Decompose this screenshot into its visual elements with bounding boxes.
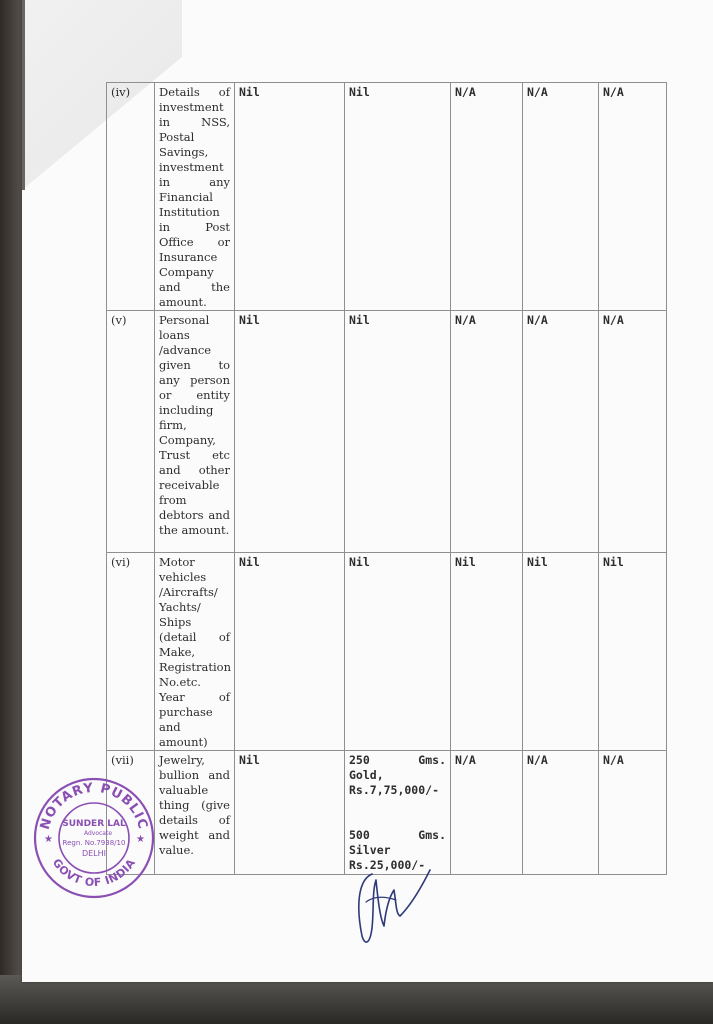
spacer: [349, 798, 446, 828]
value-cell: Nil: [523, 553, 599, 751]
table-row: [107, 311, 667, 553]
table-row: [107, 553, 667, 751]
value-cell: Nil: [345, 83, 451, 311]
row-number: (v): [107, 311, 155, 553]
svg-text:★: ★: [136, 834, 145, 845]
value-cell: Nil: [599, 553, 667, 751]
background-bottom: [0, 975, 713, 1024]
gold-weight-line: [349, 753, 446, 768]
value-cell: Nil: [235, 553, 345, 751]
row-number: (vi): [107, 553, 155, 751]
row-description: Motor vehicles /Aircrafts/ Yachts/ Ships (detail of Make, Registration No.etc. Year of purchase and amount): [155, 553, 235, 751]
value-cell: N/A: [451, 83, 523, 311]
value-cell: N/A: [599, 751, 667, 875]
value-cell: N/A: [451, 751, 523, 875]
gold-unit: Gms.: [418, 753, 446, 767]
row-number: (vii): [107, 751, 155, 875]
value-cell: Nil: [235, 83, 345, 311]
value-cell: N/A: [451, 311, 523, 553]
stamp-regn: Regn. No.7938/10: [62, 839, 126, 847]
gold-value: Rs.7,75,000/-: [349, 783, 440, 797]
silver-weight-line: [349, 828, 446, 843]
table-row: [107, 751, 667, 875]
value-cell: N/A: [599, 83, 667, 311]
signature-icon: [352, 866, 432, 948]
stamp-bottom-text: GOVT OF INDIA: [49, 856, 139, 890]
stamp-title: Advocate: [83, 830, 113, 837]
assets-table: [106, 82, 667, 875]
row-number: (iv): [107, 83, 155, 311]
stamp-name: SUNDER LAL: [62, 819, 126, 829]
notary-stamp-icon: [32, 776, 156, 900]
svg-text:★: ★: [44, 834, 53, 845]
value-cell: N/A: [523, 83, 599, 311]
silver-value: Rs.25,000/-: [349, 858, 426, 872]
row-description: Jewelry, bullion and valuable thing (give details of weight and value.: [155, 751, 235, 875]
jewelry-value-cell: [345, 751, 451, 875]
value-cell: N/A: [599, 311, 667, 553]
value-cell: Nil: [235, 311, 345, 553]
value-cell: Nil: [451, 553, 523, 751]
stamp-city: DELHI: [81, 849, 107, 858]
gold-qty: 250: [349, 753, 370, 767]
gold-label: Gold,: [349, 768, 384, 782]
stamp-top-text: NOTARY PUBLIC: [37, 780, 151, 832]
row-description: Personal loans /advance given to any person or entity including firm, Company, Trust etc and other receivable from debtors and the amount.: [155, 311, 235, 553]
value-cell: Nil: [235, 751, 345, 875]
silver-label: Silver: [349, 843, 391, 857]
silver-unit: Gms.: [418, 828, 446, 842]
value-cell: N/A: [523, 751, 599, 875]
row-description: Details of investment in NSS, Postal Savings, investment in any Financial Institution in Post Office or Insurance Company and the amount.: [155, 83, 235, 311]
table-row: [107, 83, 667, 311]
silver-qty: 500: [349, 828, 370, 842]
value-cell: Nil: [345, 311, 451, 553]
page-edge: [22, 0, 25, 190]
value-cell: Nil: [345, 553, 451, 751]
value-cell: N/A: [523, 311, 599, 553]
